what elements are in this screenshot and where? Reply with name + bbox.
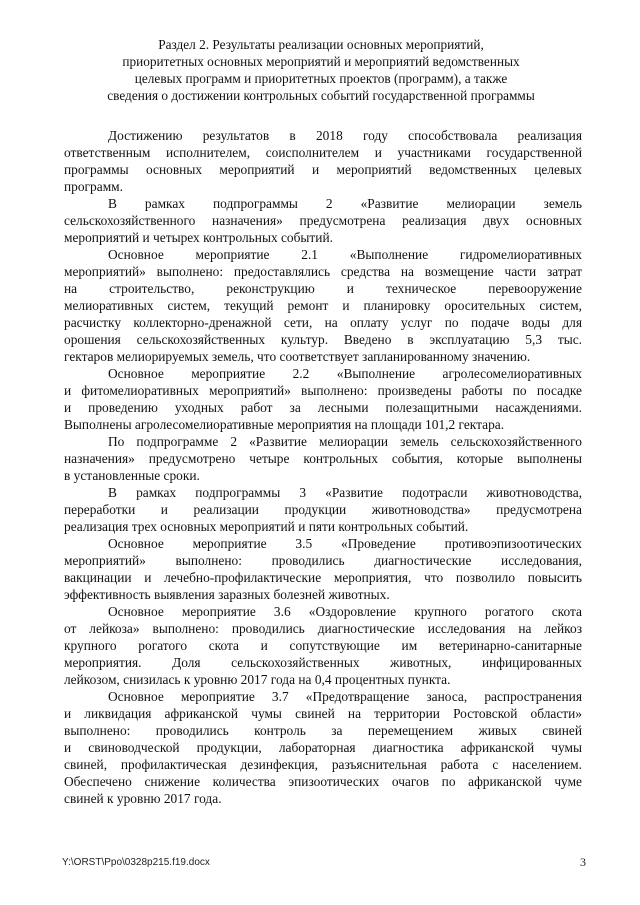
paragraph-line: и ликвидация африканской чумы свиней на территории Ростовской области»	[64, 706, 582, 721]
paragraph-line: Основное мероприятие 3.7 «Предотвращение заноса, распространения	[108, 689, 582, 704]
paragraph-line: переработки и реализации продукции животноводства» предусмотрена	[64, 502, 582, 517]
body-paragraph	[64, 603, 582, 688]
paragraph-line: мероприятий» выполнено: проводились диагностические исследования,	[64, 553, 582, 568]
paragraph-line: Выполнены агролесомелиоративные мероприятия на площади 101,2 гектара.	[64, 417, 505, 432]
paragraph-line: мелиоративных систем, текущий ремонт и планировку оросительных систем,	[64, 298, 582, 313]
body-paragraph	[64, 246, 582, 365]
paragraph-line: и фитомелиоративных мероприятий» выполнено: произведены работы по посадке	[64, 383, 582, 398]
paragraph-line: и проведению уходных работ за лесными полезащитными насаждениями.	[64, 400, 582, 415]
heading-line: приоритетных основных мероприятий и мероприятий ведомственных	[122, 54, 520, 69]
paragraph-line: В рамках подпрограммы 2 «Развитие мелиорации земель	[108, 196, 582, 211]
paragraph-line: мероприятий» выполнено: предоставлялись средства на возмещение части затрат	[64, 264, 582, 279]
paragraph-line: ответственным исполнителем, соисполнителем и участниками государственной	[64, 145, 582, 160]
paragraph-line: от лейкоза» выполнено: проводились диагностические исследования на лейкоз	[64, 621, 582, 636]
paragraph-line: в установленные сроки.	[64, 468, 200, 483]
page-number: 3	[580, 855, 586, 869]
paragraph-line: расчистку коллекторно-дренажной сети, на оплату услуг по подаче воды для	[64, 315, 582, 330]
paragraph-line: Основное мероприятие 2.1 «Выполнение гидромелиоративных	[108, 247, 582, 262]
paragraph-line: Основное мероприятие 2.2 «Выполнение агролесомелиоративных	[108, 366, 582, 381]
paragraph-line: мероприятия. Доля сельскохозяйственных животных, инфицированных	[64, 655, 582, 670]
paragraph-line: В рамках подпрограммы 3 «Развитие подотрасли животноводства,	[108, 485, 582, 500]
paragraph-line: эффективность выявления заразных болезней животных.	[64, 587, 390, 602]
paragraph-line: орошения сельскохозяйственных культур. Введено в эксплуатацию 5,3 тыс.	[64, 332, 582, 347]
paragraph-line: свиней, профилактическая дезинфекция, разъяснительная работа с населением.	[64, 757, 582, 772]
body-paragraph	[64, 365, 582, 433]
paragraph-line: Основное мероприятие 3.6 «Оздоровление крупного рогатого скота	[108, 604, 582, 619]
heading-line: Раздел 2. Результаты реализации основных мероприятий,	[158, 37, 484, 52]
paragraph-line: Основное мероприятие 3.5 «Проведение противоэпизоотических	[108, 536, 582, 551]
paragraph-line: гектаров мелиорируемых земель, что соответствует запланированному значению.	[64, 349, 531, 364]
heading-line: целевых программ и приоритетных проектов (программ), а также	[134, 71, 508, 86]
paragraph-line: вакцинации и лечебно-профилактические мероприятия, что позволило повысить	[64, 570, 582, 585]
body-paragraph	[64, 433, 582, 484]
paragraph-line: программ.	[64, 179, 123, 194]
section-heading	[60, 36, 582, 104]
paragraph-line: реализация трех основных мероприятий и пяти контрольных событий.	[64, 519, 469, 534]
paragraph-line: назначения» предусмотрено четыре контрольных события, которые выполнены	[64, 451, 582, 466]
paragraph-line: на строительство, реконструкцию и техническое перевооружение	[64, 281, 582, 296]
body-paragraph	[64, 195, 582, 246]
body-paragraph	[64, 688, 582, 807]
paragraph-line: Достижению результатов в 2018 году способствовала реализация	[108, 128, 582, 143]
paragraph-line: и свиноводческой продукции, лабораторная диагностика африканской чумы	[64, 740, 582, 755]
body-paragraph	[64, 127, 582, 195]
paragraph-line: сельскохозяйственного назначения» предусмотрена реализация двух основных	[64, 213, 582, 228]
paragraph-line: крупного рогатого скота и сопутствующие им ветеринарно-санитарные	[64, 638, 582, 653]
body-paragraph	[64, 535, 582, 603]
paragraph-line: лейкозом, снизилась к уровню 2017 года на 0,4 процентных пункта.	[64, 672, 451, 687]
body-paragraph	[64, 484, 582, 535]
document-body	[64, 127, 582, 807]
heading-line: сведения о достижении контрольных событий государственной программы	[107, 88, 535, 103]
paragraph-line: свиней к уровню 2017 года.	[64, 791, 222, 806]
footer-file-path: Y:\ORST\Ppo\0328p215.f19.docx	[62, 857, 210, 868]
paragraph-line: программы основных мероприятий и мероприятий ведомственных целевых	[64, 162, 582, 177]
paragraph-line: По подпрограмме 2 «Развитие мелиорации земель сельскохозяйственного	[108, 434, 582, 449]
paragraph-line: Обеспечено снижение количества эпизоотических очагов по африканской чуме	[64, 774, 582, 789]
paragraph-line: выполнено: проводились контроль за перемещением живых свиней	[64, 723, 582, 738]
paragraph-line: мероприятий и четырех контрольных событий.	[64, 230, 333, 245]
